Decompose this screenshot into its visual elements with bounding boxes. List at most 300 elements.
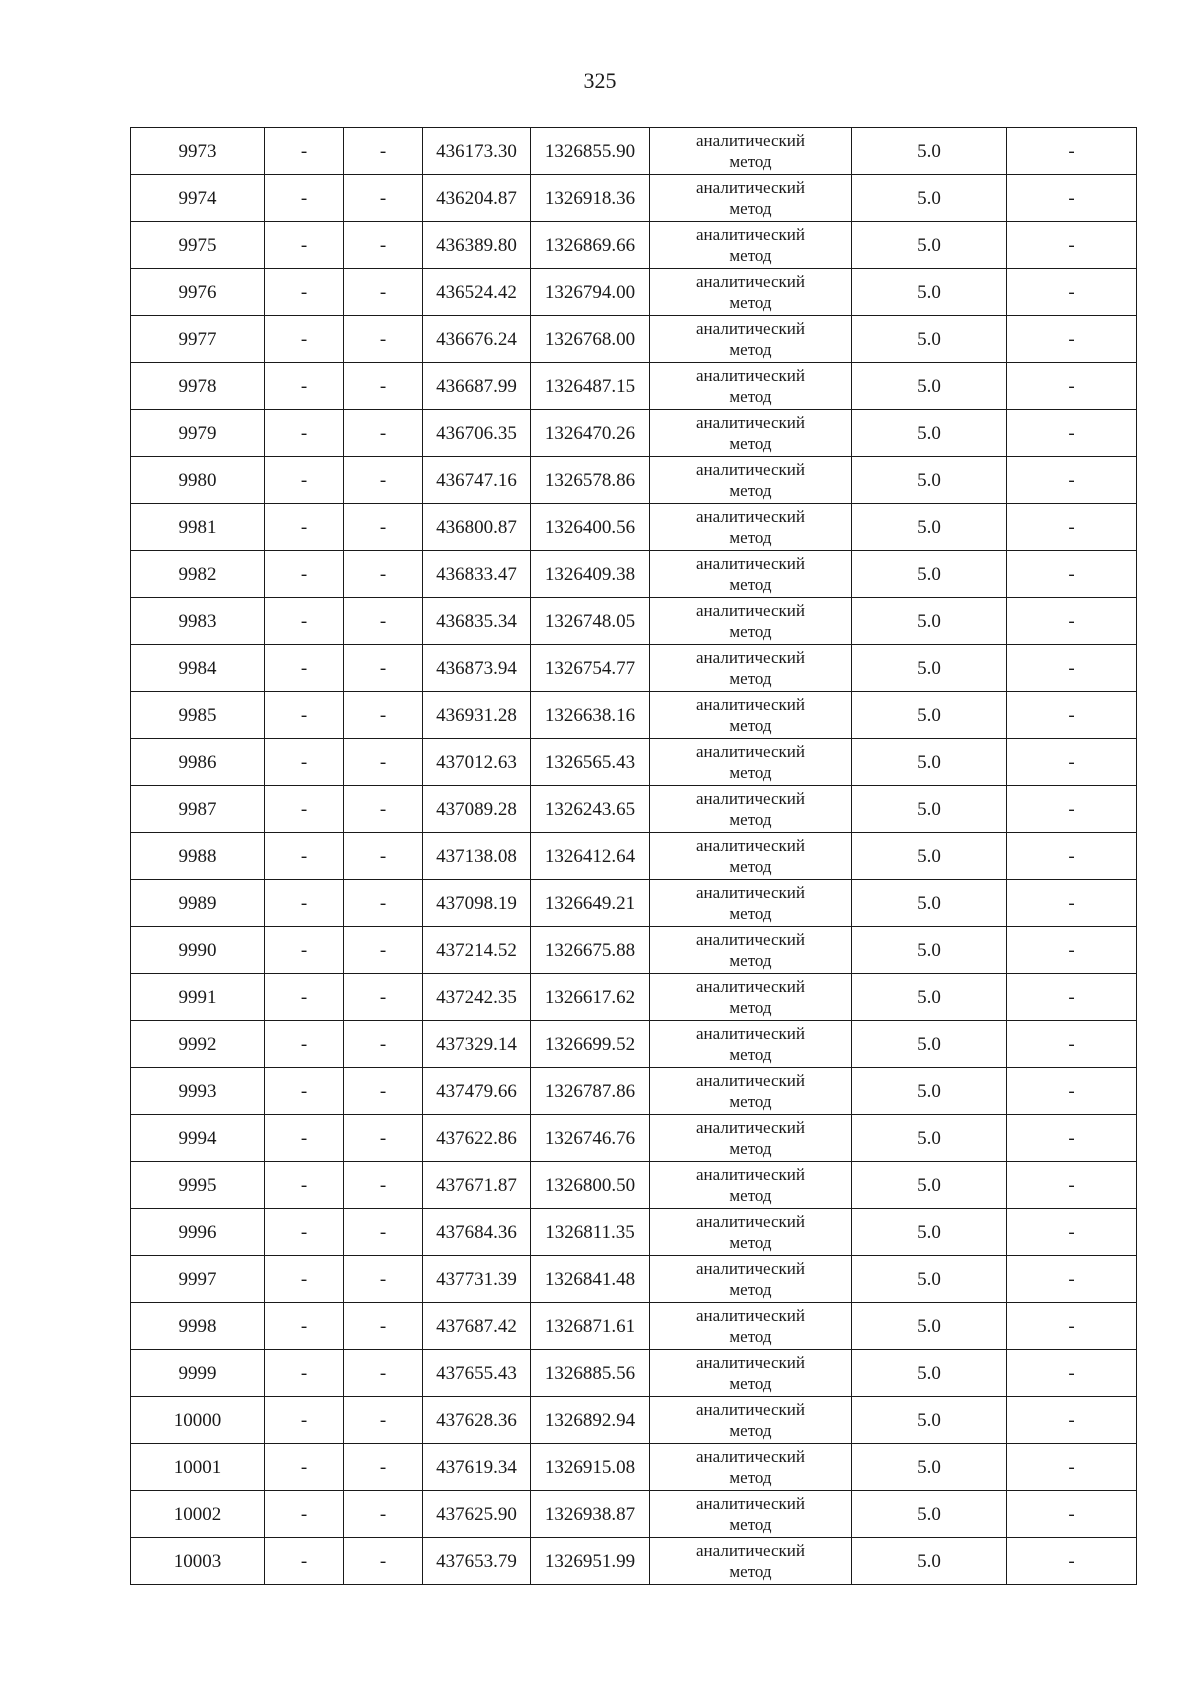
- method-text: аналитический: [696, 648, 805, 667]
- method-cell: [650, 833, 852, 880]
- method-text: метод: [729, 1374, 772, 1393]
- method-text: метод: [729, 857, 772, 876]
- dash-cell: -: [1007, 1444, 1137, 1491]
- dash-cell: -: [265, 1303, 344, 1350]
- accuracy-cell: 5.0: [852, 645, 1007, 692]
- dash-cell: -: [265, 598, 344, 645]
- accuracy-cell: 5.0: [852, 316, 1007, 363]
- method-text: метод: [729, 293, 772, 312]
- method-cell: [650, 598, 852, 645]
- method-cell: [650, 1303, 852, 1350]
- method-cell: [650, 316, 852, 363]
- x-coordinate-cell: 436835.34: [423, 598, 531, 645]
- x-coordinate-cell: 437329.14: [423, 1021, 531, 1068]
- method-text: метод: [729, 1045, 772, 1064]
- dash-cell: -: [344, 1303, 423, 1350]
- point-number-cell: 9990: [131, 927, 265, 974]
- y-coordinate-cell: 1326871.61: [531, 1303, 650, 1350]
- dash-cell: -: [344, 1350, 423, 1397]
- table-row: [131, 1162, 1137, 1209]
- dash-cell: -: [344, 1115, 423, 1162]
- x-coordinate-cell: 436173.30: [423, 128, 531, 175]
- dash-cell: -: [344, 1256, 423, 1303]
- method-cell: [650, 880, 852, 927]
- y-coordinate-cell: 1326885.56: [531, 1350, 650, 1397]
- dash-cell: -: [1007, 1209, 1137, 1256]
- dash-cell: -: [1007, 880, 1137, 927]
- dash-cell: -: [1007, 222, 1137, 269]
- y-coordinate-cell: 1326470.26: [531, 410, 650, 457]
- method-cell: [650, 1397, 852, 1444]
- dash-cell: -: [1007, 269, 1137, 316]
- method-text: метод: [729, 1139, 772, 1158]
- x-coordinate-cell: 436800.87: [423, 504, 531, 551]
- method-text: метод: [729, 1562, 772, 1581]
- dash-cell: -: [344, 739, 423, 786]
- x-coordinate-cell: 436389.80: [423, 222, 531, 269]
- method-text: аналитический: [696, 1353, 805, 1372]
- dash-cell: -: [265, 1068, 344, 1115]
- point-number-cell: 9985: [131, 692, 265, 739]
- dash-cell: -: [344, 1068, 423, 1115]
- method-cell: [650, 551, 852, 598]
- dash-cell: -: [344, 551, 423, 598]
- method-text: аналитический: [696, 1494, 805, 1513]
- method-text: аналитический: [696, 225, 805, 244]
- dash-cell: -: [344, 692, 423, 739]
- dash-cell: -: [344, 1538, 423, 1585]
- x-coordinate-cell: 437731.39: [423, 1256, 531, 1303]
- x-coordinate-cell: 437628.36: [423, 1397, 531, 1444]
- y-coordinate-cell: 1326800.50: [531, 1162, 650, 1209]
- y-coordinate-cell: 1326794.00: [531, 269, 650, 316]
- dash-cell: -: [265, 1021, 344, 1068]
- y-coordinate-cell: 1326811.35: [531, 1209, 650, 1256]
- x-coordinate-cell: 437012.63: [423, 739, 531, 786]
- method-cell: [650, 363, 852, 410]
- method-text: аналитический: [696, 601, 805, 620]
- y-coordinate-cell: 1326951.99: [531, 1538, 650, 1585]
- dash-cell: -: [1007, 974, 1137, 1021]
- method-text: аналитический: [696, 1259, 805, 1278]
- table-row: [131, 1021, 1137, 1068]
- method-text: аналитический: [696, 366, 805, 385]
- accuracy-cell: 5.0: [852, 1397, 1007, 1444]
- method-text: метод: [729, 246, 772, 265]
- accuracy-cell: 5.0: [852, 128, 1007, 175]
- dash-cell: -: [265, 363, 344, 410]
- method-text: метод: [729, 622, 772, 641]
- dash-cell: -: [344, 1021, 423, 1068]
- dash-cell: -: [344, 269, 423, 316]
- method-text: аналитический: [696, 977, 805, 996]
- y-coordinate-cell: 1326409.38: [531, 551, 650, 598]
- dash-cell: -: [1007, 316, 1137, 363]
- method-cell: [650, 927, 852, 974]
- dash-cell: -: [344, 410, 423, 457]
- y-coordinate-cell: 1326578.86: [531, 457, 650, 504]
- y-coordinate-cell: 1326699.52: [531, 1021, 650, 1068]
- method-text: метод: [729, 1092, 772, 1111]
- accuracy-cell: 5.0: [852, 927, 1007, 974]
- y-coordinate-cell: 1326787.86: [531, 1068, 650, 1115]
- method-cell: [650, 1021, 852, 1068]
- method-text: аналитический: [696, 1541, 805, 1560]
- method-text: метод: [729, 810, 772, 829]
- table-row: [131, 269, 1137, 316]
- table-row: [131, 1209, 1137, 1256]
- point-number-cell: 9987: [131, 786, 265, 833]
- y-coordinate-cell: 1326487.15: [531, 363, 650, 410]
- dash-cell: -: [265, 1491, 344, 1538]
- y-coordinate-cell: 1326869.66: [531, 222, 650, 269]
- point-number-cell: 9991: [131, 974, 265, 1021]
- table-row: [131, 316, 1137, 363]
- method-text: аналитический: [696, 883, 805, 902]
- accuracy-cell: 5.0: [852, 269, 1007, 316]
- dash-cell: -: [344, 880, 423, 927]
- method-text: аналитический: [696, 1071, 805, 1090]
- table-row: [131, 598, 1137, 645]
- dash-cell: -: [1007, 645, 1137, 692]
- dash-cell: -: [344, 645, 423, 692]
- point-number-cell: 9973: [131, 128, 265, 175]
- x-coordinate-cell: 437653.79: [423, 1538, 531, 1585]
- dash-cell: -: [1007, 1162, 1137, 1209]
- method-cell: [650, 645, 852, 692]
- x-coordinate-cell: 437098.19: [423, 880, 531, 927]
- method-cell: [650, 222, 852, 269]
- dash-cell: -: [265, 504, 344, 551]
- dash-cell: -: [1007, 1397, 1137, 1444]
- point-number-cell: 9992: [131, 1021, 265, 1068]
- method-text: метод: [729, 1468, 772, 1487]
- y-coordinate-cell: 1326675.88: [531, 927, 650, 974]
- table-row: [131, 551, 1137, 598]
- dash-cell: -: [265, 833, 344, 880]
- method-text: аналитический: [696, 460, 805, 479]
- dash-cell: -: [344, 1491, 423, 1538]
- table-row: [131, 1115, 1137, 1162]
- dash-cell: -: [1007, 363, 1137, 410]
- table-row: [131, 880, 1137, 927]
- dash-cell: -: [344, 1444, 423, 1491]
- point-number-cell: 9975: [131, 222, 265, 269]
- dash-cell: -: [344, 222, 423, 269]
- table-row: [131, 1256, 1137, 1303]
- y-coordinate-cell: 1326400.56: [531, 504, 650, 551]
- dash-cell: -: [344, 833, 423, 880]
- x-coordinate-cell: 436931.28: [423, 692, 531, 739]
- dash-cell: -: [265, 269, 344, 316]
- point-number-cell: 9988: [131, 833, 265, 880]
- method-text: метод: [729, 481, 772, 500]
- dash-cell: -: [265, 927, 344, 974]
- method-text: метод: [729, 152, 772, 171]
- y-coordinate-cell: 1326754.77: [531, 645, 650, 692]
- accuracy-cell: 5.0: [852, 222, 1007, 269]
- y-coordinate-cell: 1326746.76: [531, 1115, 650, 1162]
- y-coordinate-cell: 1326938.87: [531, 1491, 650, 1538]
- method-text: метод: [729, 998, 772, 1017]
- y-coordinate-cell: 1326649.21: [531, 880, 650, 927]
- point-number-cell: 9994: [131, 1115, 265, 1162]
- dash-cell: -: [344, 927, 423, 974]
- dash-cell: -: [265, 1162, 344, 1209]
- point-number-cell: 9999: [131, 1350, 265, 1397]
- dash-cell: -: [1007, 598, 1137, 645]
- point-number-cell: 10001: [131, 1444, 265, 1491]
- dash-cell: -: [344, 1162, 423, 1209]
- point-number-cell: 9989: [131, 880, 265, 927]
- dash-cell: -: [1007, 551, 1137, 598]
- accuracy-cell: 5.0: [852, 880, 1007, 927]
- dash-cell: -: [265, 1397, 344, 1444]
- point-number-cell: 9998: [131, 1303, 265, 1350]
- point-number-cell: 9976: [131, 269, 265, 316]
- method-text: аналитический: [696, 507, 805, 526]
- accuracy-cell: 5.0: [852, 457, 1007, 504]
- method-text: аналитический: [696, 930, 805, 949]
- method-text: аналитический: [696, 1306, 805, 1325]
- dash-cell: -: [344, 598, 423, 645]
- dash-cell: -: [265, 1444, 344, 1491]
- accuracy-cell: 5.0: [852, 692, 1007, 739]
- dash-cell: -: [265, 551, 344, 598]
- dash-cell: -: [1007, 1068, 1137, 1115]
- method-text: метод: [729, 387, 772, 406]
- accuracy-cell: 5.0: [852, 1068, 1007, 1115]
- accuracy-cell: 5.0: [852, 1021, 1007, 1068]
- point-number-cell: 9993: [131, 1068, 265, 1115]
- x-coordinate-cell: 437214.52: [423, 927, 531, 974]
- method-text: метод: [729, 575, 772, 594]
- dash-cell: -: [1007, 1021, 1137, 1068]
- method-text: метод: [729, 904, 772, 923]
- x-coordinate-cell: 437242.35: [423, 974, 531, 1021]
- dash-cell: -: [1007, 1115, 1137, 1162]
- x-coordinate-cell: 436524.42: [423, 269, 531, 316]
- dash-cell: -: [265, 222, 344, 269]
- method-text: аналитический: [696, 272, 805, 291]
- dash-cell: -: [344, 786, 423, 833]
- dash-cell: -: [265, 645, 344, 692]
- x-coordinate-cell: 437684.36: [423, 1209, 531, 1256]
- y-coordinate-cell: 1326748.05: [531, 598, 650, 645]
- dash-cell: -: [265, 1350, 344, 1397]
- method-cell: [650, 269, 852, 316]
- x-coordinate-cell: 436687.99: [423, 363, 531, 410]
- dash-cell: -: [344, 1397, 423, 1444]
- dash-cell: -: [265, 974, 344, 1021]
- x-coordinate-cell: 437479.66: [423, 1068, 531, 1115]
- y-coordinate-cell: 1326855.90: [531, 128, 650, 175]
- table-row: [131, 692, 1137, 739]
- x-coordinate-cell: 437089.28: [423, 786, 531, 833]
- dash-cell: -: [1007, 1491, 1137, 1538]
- point-number-cell: 9974: [131, 175, 265, 222]
- accuracy-cell: 5.0: [852, 1162, 1007, 1209]
- method-text: метод: [729, 1186, 772, 1205]
- table-row: [131, 1068, 1137, 1115]
- table-row: [131, 1397, 1137, 1444]
- dash-cell: -: [1007, 128, 1137, 175]
- dash-cell: -: [344, 316, 423, 363]
- method-cell: [650, 1256, 852, 1303]
- y-coordinate-cell: 1326768.00: [531, 316, 650, 363]
- dash-cell: -: [1007, 739, 1137, 786]
- table-row: [131, 1303, 1137, 1350]
- method-text: метод: [729, 763, 772, 782]
- method-text: метод: [729, 1515, 772, 1534]
- dash-cell: -: [265, 410, 344, 457]
- point-number-cell: 9995: [131, 1162, 265, 1209]
- point-number-cell: 9982: [131, 551, 265, 598]
- table-row: [131, 504, 1137, 551]
- method-text: метод: [729, 1280, 772, 1299]
- method-text: аналитический: [696, 1024, 805, 1043]
- dash-cell: -: [1007, 1538, 1137, 1585]
- accuracy-cell: 5.0: [852, 598, 1007, 645]
- dash-cell: -: [344, 974, 423, 1021]
- method-text: аналитический: [696, 789, 805, 808]
- table-row: [131, 739, 1137, 786]
- table-row: [131, 1538, 1137, 1585]
- x-coordinate-cell: 436706.35: [423, 410, 531, 457]
- x-coordinate-cell: 437687.42: [423, 1303, 531, 1350]
- accuracy-cell: 5.0: [852, 410, 1007, 457]
- method-text: метод: [729, 1421, 772, 1440]
- point-number-cell: 10002: [131, 1491, 265, 1538]
- method-cell: [650, 692, 852, 739]
- x-coordinate-cell: 437138.08: [423, 833, 531, 880]
- method-text: аналитический: [696, 178, 805, 197]
- y-coordinate-cell: 1326617.62: [531, 974, 650, 1021]
- dash-cell: -: [1007, 457, 1137, 504]
- dash-cell: -: [344, 457, 423, 504]
- dash-cell: -: [344, 1209, 423, 1256]
- point-number-cell: 9997: [131, 1256, 265, 1303]
- method-text: аналитический: [696, 1165, 805, 1184]
- accuracy-cell: 5.0: [852, 1115, 1007, 1162]
- accuracy-cell: 5.0: [852, 1209, 1007, 1256]
- x-coordinate-cell: 436676.24: [423, 316, 531, 363]
- table-row: [131, 175, 1137, 222]
- method-cell: [650, 504, 852, 551]
- dash-cell: -: [265, 1256, 344, 1303]
- point-number-cell: 9979: [131, 410, 265, 457]
- table-row: [131, 786, 1137, 833]
- method-cell: [650, 1350, 852, 1397]
- dash-cell: -: [344, 128, 423, 175]
- method-text: метод: [729, 669, 772, 688]
- method-text: аналитический: [696, 836, 805, 855]
- table-row: [131, 363, 1137, 410]
- dash-cell: -: [1007, 1303, 1137, 1350]
- table-row: [131, 222, 1137, 269]
- accuracy-cell: 5.0: [852, 1491, 1007, 1538]
- y-coordinate-cell: 1326412.64: [531, 833, 650, 880]
- table-row: [131, 410, 1137, 457]
- y-coordinate-cell: 1326638.16: [531, 692, 650, 739]
- method-cell: [650, 786, 852, 833]
- method-text: метод: [729, 199, 772, 218]
- dash-cell: -: [344, 504, 423, 551]
- dash-cell: -: [1007, 833, 1137, 880]
- x-coordinate-cell: 437625.90: [423, 1491, 531, 1538]
- y-coordinate-cell: 1326565.43: [531, 739, 650, 786]
- table-row: [131, 927, 1137, 974]
- accuracy-cell: 5.0: [852, 1538, 1007, 1585]
- y-coordinate-cell: 1326243.65: [531, 786, 650, 833]
- table-body: [131, 128, 1137, 1585]
- dash-cell: -: [344, 175, 423, 222]
- method-text: аналитический: [696, 742, 805, 761]
- x-coordinate-cell: 437655.43: [423, 1350, 531, 1397]
- table-row: [131, 645, 1137, 692]
- accuracy-cell: 5.0: [852, 974, 1007, 1021]
- x-coordinate-cell: 436833.47: [423, 551, 531, 598]
- dash-cell: -: [265, 692, 344, 739]
- method-cell: [650, 1068, 852, 1115]
- table-row: [131, 833, 1137, 880]
- method-text: метод: [729, 434, 772, 453]
- x-coordinate-cell: 437619.34: [423, 1444, 531, 1491]
- accuracy-cell: 5.0: [852, 786, 1007, 833]
- method-cell: [650, 457, 852, 504]
- y-coordinate-cell: 1326892.94: [531, 1397, 650, 1444]
- method-cell: [650, 175, 852, 222]
- accuracy-cell: 5.0: [852, 175, 1007, 222]
- dash-cell: -: [265, 786, 344, 833]
- point-number-cell: 9980: [131, 457, 265, 504]
- dash-cell: -: [265, 1115, 344, 1162]
- accuracy-cell: 5.0: [852, 363, 1007, 410]
- method-text: аналитический: [696, 1212, 805, 1231]
- dash-cell: -: [1007, 1350, 1137, 1397]
- method-text: метод: [729, 951, 772, 970]
- point-number-cell: 9978: [131, 363, 265, 410]
- accuracy-cell: 5.0: [852, 1303, 1007, 1350]
- method-cell: [650, 1444, 852, 1491]
- accuracy-cell: 5.0: [852, 1256, 1007, 1303]
- accuracy-cell: 5.0: [852, 1350, 1007, 1397]
- accuracy-cell: 5.0: [852, 504, 1007, 551]
- method-text: аналитический: [696, 1400, 805, 1419]
- point-number-cell: 9977: [131, 316, 265, 363]
- point-number-cell: 9981: [131, 504, 265, 551]
- method-text: аналитический: [696, 554, 805, 573]
- dash-cell: -: [265, 1209, 344, 1256]
- dash-cell: -: [265, 880, 344, 927]
- method-text: метод: [729, 1233, 772, 1252]
- point-number-cell: 9984: [131, 645, 265, 692]
- accuracy-cell: 5.0: [852, 1444, 1007, 1491]
- dash-cell: -: [1007, 786, 1137, 833]
- x-coordinate-cell: 436873.94: [423, 645, 531, 692]
- method-text: аналитический: [696, 319, 805, 338]
- method-text: аналитический: [696, 1118, 805, 1137]
- y-coordinate-cell: 1326915.08: [531, 1444, 650, 1491]
- accuracy-cell: 5.0: [852, 551, 1007, 598]
- table-row: [131, 1491, 1137, 1538]
- x-coordinate-cell: 437671.87: [423, 1162, 531, 1209]
- dash-cell: -: [265, 1538, 344, 1585]
- accuracy-cell: 5.0: [852, 739, 1007, 786]
- method-cell: [650, 1162, 852, 1209]
- method-text: аналитический: [696, 1447, 805, 1466]
- dash-cell: -: [265, 739, 344, 786]
